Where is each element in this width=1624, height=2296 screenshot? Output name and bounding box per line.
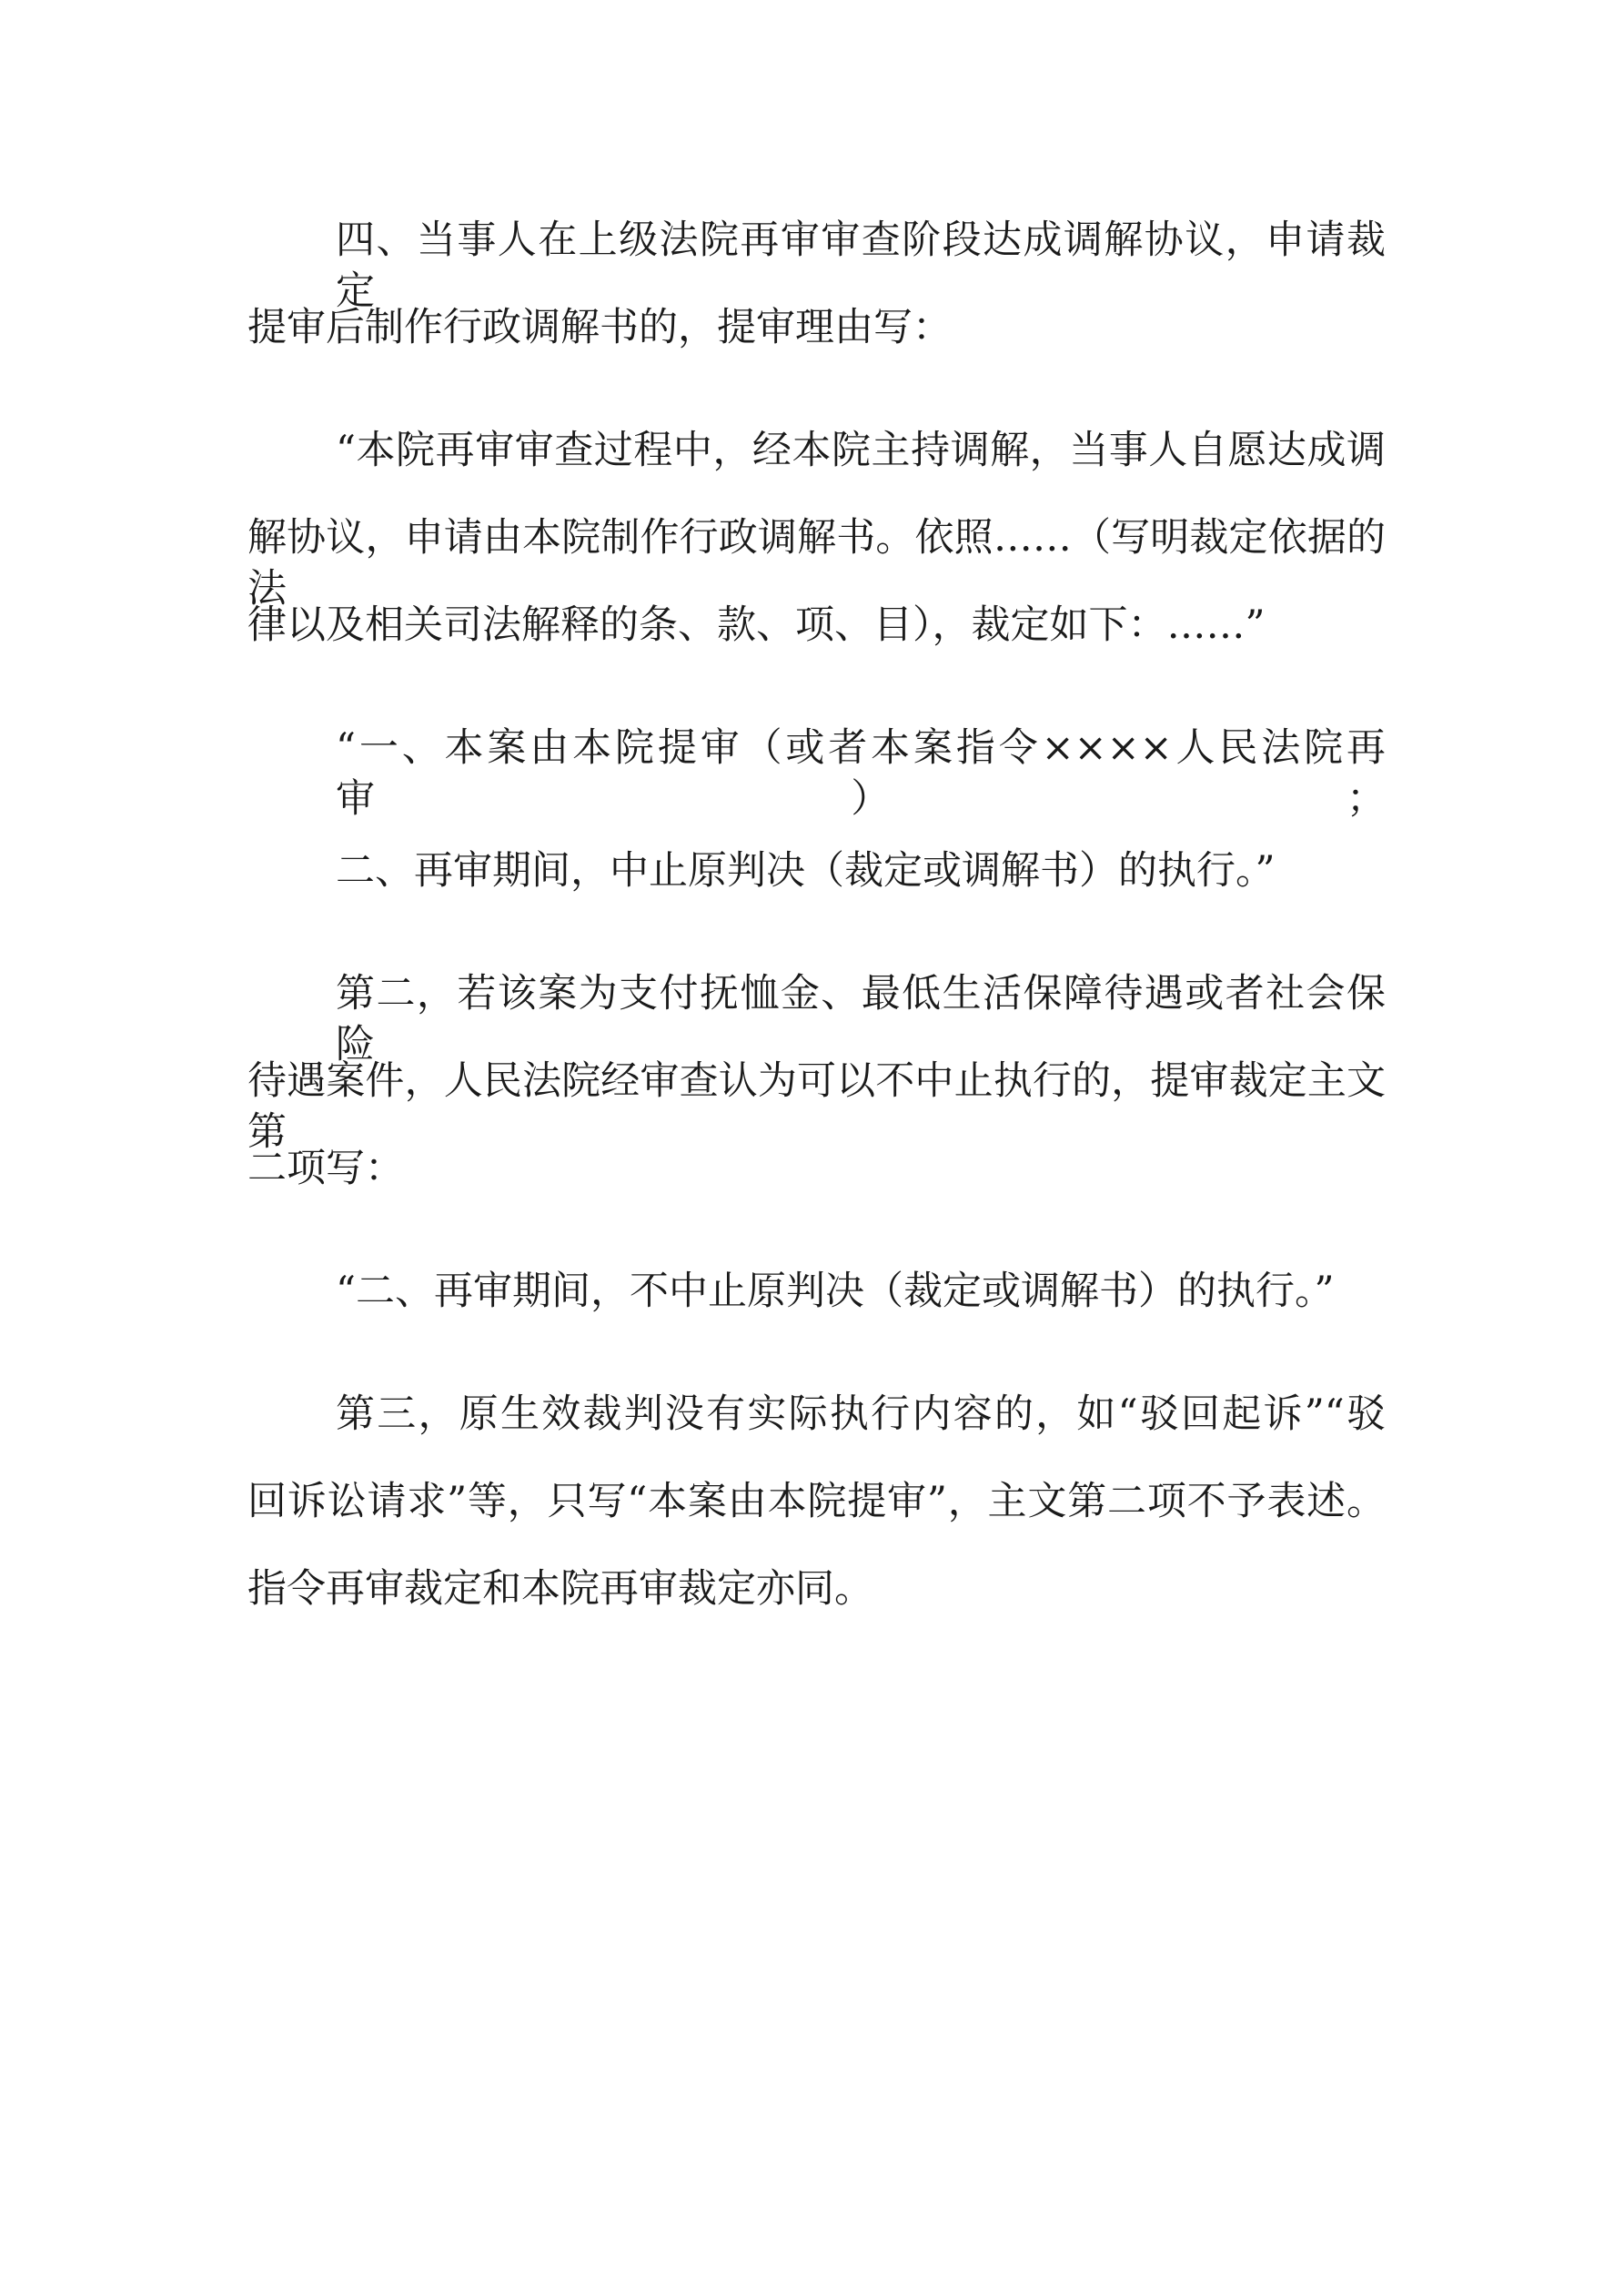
paragraph-2-line-3: 律以及相关司法解释的条、款、项、目），裁定如下：……” (247, 602, 1266, 648)
paragraph-5-line-1: 第二，若该案为支付抚恤金、最低生活保障待遇或者社会保险 (336, 971, 1386, 1067)
paragraph-5-line-2: 待遇案件，人民法院经审查认为可以不中止执行的，提审裁定主文第 (247, 1058, 1386, 1155)
paragraph-7-line-3: 指令再审裁定和本院再审裁定亦同。 (247, 1566, 873, 1612)
paragraph-5-line-3: 二项写： (247, 1146, 404, 1191)
paragraph-1-line-2: 提审后制作行政调解书的，提审理由写： (247, 305, 952, 350)
paragraph-6-line-1: “二、再审期间，不中止原判决（裁定或调解书）的执行。” (336, 1269, 1335, 1314)
paragraph-1-line-1: 四、当事人在上级法院再审审查阶段达成调解协议，申请裁定 (336, 217, 1386, 314)
paragraph-7-line-2: 回诉讼请求”等，只写“本案由本院提审”，主文第二项不予表述。 (247, 1479, 1386, 1524)
paragraph-2-line-2: 解协议，申请由本院制作行政调解书。依照……（写明裁定依据的法 (247, 515, 1386, 612)
paragraph-7-line-1: 第三，原生效裁判没有实际执行内容的，如“驳回起诉”“驳 (336, 1391, 1386, 1437)
paragraph-3-line-1: “一、本案由本院提审（或者本案指令××××人民法院再审）； (336, 725, 1386, 822)
paragraph-4-line-1: 二、再审期间，中止原判决（裁定或调解书）的执行。” (336, 848, 1276, 894)
paragraph-2-line-1: “本院再审审查过程中，经本院主持调解，当事人自愿达成调 (336, 428, 1386, 473)
